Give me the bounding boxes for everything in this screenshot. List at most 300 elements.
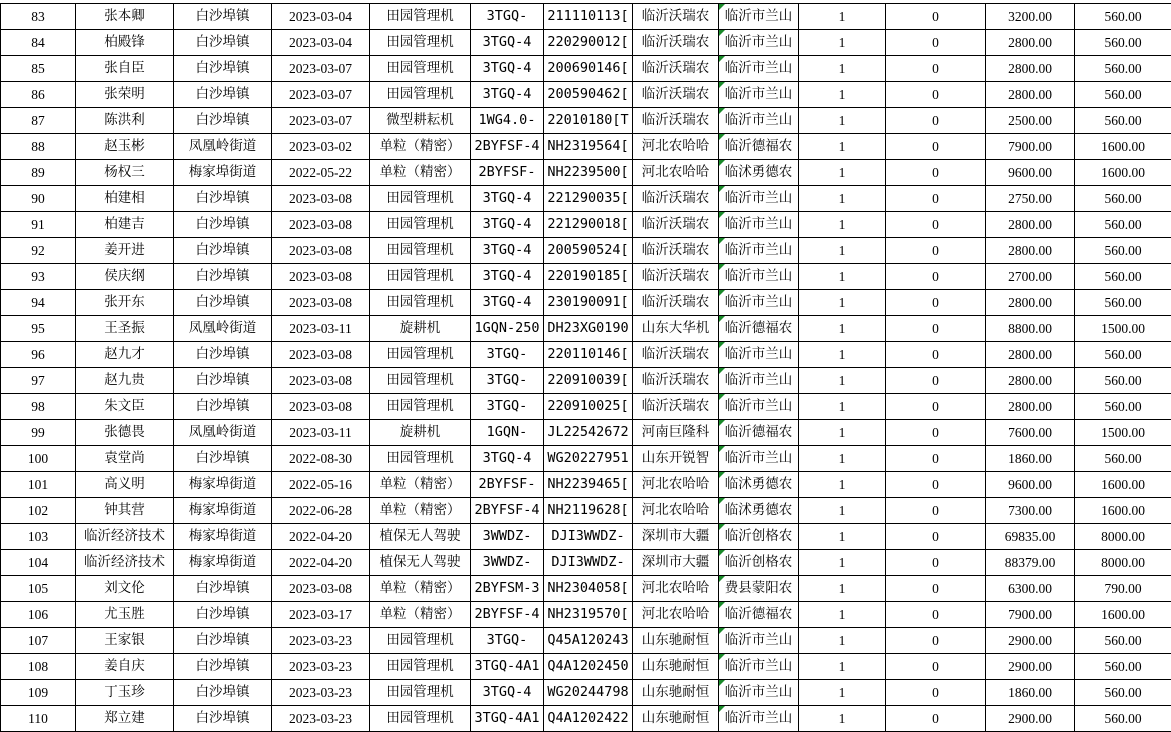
cell-quantity[interactable]: 1 (799, 56, 886, 82)
cell-name[interactable]: 临沂经济技术 (76, 550, 174, 576)
cell-manufacturer[interactable]: 山东驰耐恒 (633, 654, 719, 680)
cell-category[interactable]: 单粒（精密） (370, 472, 471, 498)
cell-model[interactable]: 3TGQ-4 (471, 56, 544, 82)
cell-dealer[interactable]: 临沂市兰山 (719, 4, 799, 30)
cell-price[interactable]: 2900.00 (986, 654, 1075, 680)
cell-model[interactable]: 3TGQ-4 (471, 186, 544, 212)
cell-name[interactable]: 丁玉珍 (76, 680, 174, 706)
cell-dealer[interactable]: 临沂市兰山 (719, 264, 799, 290)
cell-price[interactable]: 69835.00 (986, 524, 1075, 550)
cell-serial[interactable]: JL22542672 (544, 420, 633, 446)
cell-serial[interactable]: NH2304058[ (544, 576, 633, 602)
cell-subsidy[interactable]: 1600.00 (1075, 134, 1171, 160)
cell-date[interactable]: 2023-03-08 (272, 212, 370, 238)
cell-town[interactable]: 白沙埠镇 (174, 576, 272, 602)
cell-index[interactable]: 94 (1, 290, 76, 316)
cell-index[interactable]: 104 (1, 550, 76, 576)
cell-manufacturer[interactable]: 临沂沃瑞农 (633, 4, 719, 30)
cell-manufacturer[interactable]: 临沂沃瑞农 (633, 290, 719, 316)
cell-index[interactable]: 87 (1, 108, 76, 134)
cell-dealer[interactable]: 临沂德福农 (719, 316, 799, 342)
cell-subsidy[interactable]: 560.00 (1075, 342, 1171, 368)
cell-manufacturer[interactable]: 临沂沃瑞农 (633, 342, 719, 368)
cell-town[interactable]: 凤凰岭街道 (174, 134, 272, 160)
cell-quantity[interactable]: 1 (799, 394, 886, 420)
cell-index[interactable]: 86 (1, 82, 76, 108)
cell-quantity[interactable]: 1 (799, 368, 886, 394)
cell-index[interactable]: 95 (1, 316, 76, 342)
cell-subsidy[interactable]: 790.00 (1075, 576, 1171, 602)
cell-category[interactable]: 单粒（精密） (370, 602, 471, 628)
cell-category[interactable]: 田园管理机 (370, 30, 471, 56)
cell-category[interactable]: 田园管理机 (370, 654, 471, 680)
cell-subsidy[interactable]: 1500.00 (1075, 316, 1171, 342)
cell-quantity[interactable]: 1 (799, 524, 886, 550)
cell-index[interactable]: 97 (1, 368, 76, 394)
cell-manufacturer[interactable]: 河南巨隆科 (633, 420, 719, 446)
cell-model[interactable]: 3TGQ-4A1 (471, 706, 544, 732)
cell-serial[interactable]: NH2119628[ (544, 498, 633, 524)
cell-quantity[interactable]: 1 (799, 420, 886, 446)
cell-index[interactable]: 107 (1, 628, 76, 654)
cell-category[interactable]: 田园管理机 (370, 394, 471, 420)
cell-serial[interactable]: NH2319564[ (544, 134, 633, 160)
cell-subsidy[interactable]: 1600.00 (1075, 160, 1171, 186)
cell-subsidy[interactable]: 560.00 (1075, 56, 1171, 82)
cell-price[interactable]: 7600.00 (986, 420, 1075, 446)
cell-name[interactable]: 张荣明 (76, 82, 174, 108)
cell-index[interactable]: 108 (1, 654, 76, 680)
cell-name[interactable]: 张开东 (76, 290, 174, 316)
cell-town[interactable]: 白沙埠镇 (174, 238, 272, 264)
cell-serial[interactable]: 220190185[ (544, 264, 633, 290)
cell-serial[interactable]: NH2239500[ (544, 160, 633, 186)
cell-index[interactable]: 102 (1, 498, 76, 524)
cell-dealer[interactable]: 临沂市兰山 (719, 290, 799, 316)
cell-town[interactable]: 白沙埠镇 (174, 264, 272, 290)
cell-manufacturer[interactable]: 临沂沃瑞农 (633, 30, 719, 56)
cell-subsidy[interactable]: 560.00 (1075, 108, 1171, 134)
cell-quantity[interactable]: 1 (799, 30, 886, 56)
cell-town[interactable]: 梅家埠街道 (174, 524, 272, 550)
cell-quantity[interactable]: 1 (799, 108, 886, 134)
cell-name[interactable]: 赵九才 (76, 342, 174, 368)
cell-index[interactable]: 100 (1, 446, 76, 472)
cell-subsidy[interactable]: 560.00 (1075, 680, 1171, 706)
cell-manufacturer[interactable]: 河北农哈哈 (633, 602, 719, 628)
cell-price[interactable]: 2800.00 (986, 56, 1075, 82)
cell-manufacturer[interactable]: 山东驰耐恒 (633, 628, 719, 654)
cell-zero[interactable]: 0 (886, 420, 986, 446)
cell-serial[interactable]: WG20227951 (544, 446, 633, 472)
cell-model[interactable]: 3TGQ-4 (471, 680, 544, 706)
cell-quantity[interactable]: 1 (799, 342, 886, 368)
cell-town[interactable]: 白沙埠镇 (174, 82, 272, 108)
cell-manufacturer[interactable]: 临沂沃瑞农 (633, 394, 719, 420)
cell-category[interactable]: 单粒（精密） (370, 134, 471, 160)
cell-index[interactable]: 110 (1, 706, 76, 732)
cell-serial[interactable]: 200590524[ (544, 238, 633, 264)
cell-name[interactable]: 柏殿锋 (76, 30, 174, 56)
cell-category[interactable]: 田园管理机 (370, 264, 471, 290)
cell-model[interactable]: 3TGQ-4 (471, 82, 544, 108)
cell-manufacturer[interactable]: 山东大华机 (633, 316, 719, 342)
cell-quantity[interactable]: 1 (799, 654, 886, 680)
cell-name[interactable]: 张本卿 (76, 4, 174, 30)
cell-zero[interactable]: 0 (886, 30, 986, 56)
cell-model[interactable]: 3TGQ-4 (471, 212, 544, 238)
cell-date[interactable]: 2023-03-08 (272, 342, 370, 368)
cell-quantity[interactable]: 1 (799, 706, 886, 732)
cell-name[interactable]: 姜自庆 (76, 654, 174, 680)
cell-price[interactable]: 9600.00 (986, 472, 1075, 498)
cell-price[interactable]: 7900.00 (986, 602, 1075, 628)
cell-name[interactable]: 尤玉胜 (76, 602, 174, 628)
cell-category[interactable]: 田园管理机 (370, 186, 471, 212)
cell-price[interactable]: 2800.00 (986, 82, 1075, 108)
cell-date[interactable]: 2023-03-23 (272, 706, 370, 732)
cell-town[interactable]: 梅家埠街道 (174, 472, 272, 498)
cell-town[interactable]: 白沙埠镇 (174, 654, 272, 680)
cell-manufacturer[interactable]: 河北农哈哈 (633, 472, 719, 498)
cell-model[interactable]: 3WWDZ- (471, 550, 544, 576)
cell-zero[interactable]: 0 (886, 368, 986, 394)
cell-town[interactable]: 白沙埠镇 (174, 342, 272, 368)
cell-serial[interactable]: 220910039[ (544, 368, 633, 394)
cell-quantity[interactable]: 1 (799, 4, 886, 30)
cell-subsidy[interactable]: 560.00 (1075, 4, 1171, 30)
cell-model[interactable]: 3TGQ- (471, 368, 544, 394)
cell-serial[interactable]: NH2319570[ (544, 602, 633, 628)
cell-serial[interactable]: Q4A1202422 (544, 706, 633, 732)
cell-dealer[interactable]: 临沂市兰山 (719, 680, 799, 706)
cell-index[interactable]: 101 (1, 472, 76, 498)
cell-category[interactable]: 田园管理机 (370, 212, 471, 238)
cell-zero[interactable]: 0 (886, 602, 986, 628)
cell-date[interactable]: 2023-03-08 (272, 238, 370, 264)
cell-price[interactable]: 7900.00 (986, 134, 1075, 160)
cell-quantity[interactable]: 1 (799, 82, 886, 108)
cell-date[interactable]: 2022-05-16 (272, 472, 370, 498)
cell-zero[interactable]: 0 (886, 446, 986, 472)
cell-name[interactable]: 临沂经济技术 (76, 524, 174, 550)
cell-quantity[interactable]: 1 (799, 134, 886, 160)
cell-date[interactable]: 2023-03-07 (272, 108, 370, 134)
cell-date[interactable]: 2023-03-08 (272, 186, 370, 212)
cell-zero[interactable]: 0 (886, 264, 986, 290)
cell-name[interactable]: 赵玉彬 (76, 134, 174, 160)
cell-category[interactable]: 田园管理机 (370, 368, 471, 394)
cell-subsidy[interactable]: 1600.00 (1075, 472, 1171, 498)
cell-name[interactable]: 钟其营 (76, 498, 174, 524)
cell-town[interactable]: 梅家埠街道 (174, 160, 272, 186)
cell-zero[interactable]: 0 (886, 160, 986, 186)
cell-serial[interactable]: NH2239465[ (544, 472, 633, 498)
cell-subsidy[interactable]: 560.00 (1075, 628, 1171, 654)
cell-name[interactable]: 郑立建 (76, 706, 174, 732)
cell-model[interactable]: 3TGQ-4 (471, 446, 544, 472)
cell-date[interactable]: 2023-03-08 (272, 264, 370, 290)
cell-index[interactable]: 105 (1, 576, 76, 602)
cell-serial[interactable]: 221290035[ (544, 186, 633, 212)
cell-manufacturer[interactable]: 河北农哈哈 (633, 576, 719, 602)
cell-manufacturer[interactable]: 河北农哈哈 (633, 498, 719, 524)
cell-dealer[interactable]: 临沂市兰山 (719, 628, 799, 654)
cell-manufacturer[interactable]: 临沂沃瑞农 (633, 238, 719, 264)
cell-price[interactable]: 2800.00 (986, 30, 1075, 56)
cell-town[interactable]: 白沙埠镇 (174, 290, 272, 316)
cell-zero[interactable]: 0 (886, 238, 986, 264)
cell-zero[interactable]: 0 (886, 472, 986, 498)
cell-subsidy[interactable]: 1500.00 (1075, 420, 1171, 446)
cell-dealer[interactable]: 临沭勇德农 (719, 160, 799, 186)
cell-serial[interactable]: Q4A1202450 (544, 654, 633, 680)
cell-serial[interactable]: 220290012[ (544, 30, 633, 56)
cell-quantity[interactable]: 1 (799, 550, 886, 576)
cell-index[interactable]: 85 (1, 56, 76, 82)
cell-town[interactable]: 白沙埠镇 (174, 394, 272, 420)
cell-price[interactable]: 1860.00 (986, 680, 1075, 706)
cell-index[interactable]: 90 (1, 186, 76, 212)
cell-manufacturer[interactable]: 山东开锐智 (633, 446, 719, 472)
cell-category[interactable]: 单粒（精密） (370, 160, 471, 186)
cell-model[interactable]: 3TGQ- (471, 342, 544, 368)
cell-zero[interactable]: 0 (886, 316, 986, 342)
cell-category[interactable]: 旋耕机 (370, 316, 471, 342)
cell-category[interactable]: 田园管理机 (370, 56, 471, 82)
cell-town[interactable]: 白沙埠镇 (174, 368, 272, 394)
cell-date[interactable]: 2023-03-04 (272, 4, 370, 30)
cell-dealer[interactable]: 临沂市兰山 (719, 212, 799, 238)
cell-dealer[interactable]: 临沂市兰山 (719, 368, 799, 394)
cell-date[interactable]: 2022-08-30 (272, 446, 370, 472)
cell-manufacturer[interactable]: 深圳市大疆 (633, 550, 719, 576)
cell-category[interactable]: 田园管理机 (370, 342, 471, 368)
cell-quantity[interactable]: 1 (799, 446, 886, 472)
cell-quantity[interactable]: 1 (799, 186, 886, 212)
cell-subsidy[interactable]: 560.00 (1075, 290, 1171, 316)
cell-date[interactable]: 2023-03-11 (272, 316, 370, 342)
cell-name[interactable]: 柏建相 (76, 186, 174, 212)
cell-price[interactable]: 1860.00 (986, 446, 1075, 472)
cell-zero[interactable]: 0 (886, 394, 986, 420)
cell-date[interactable]: 2023-03-23 (272, 680, 370, 706)
cell-quantity[interactable]: 1 (799, 680, 886, 706)
cell-subsidy[interactable]: 560.00 (1075, 30, 1171, 56)
cell-zero[interactable]: 0 (886, 654, 986, 680)
cell-date[interactable]: 2023-03-23 (272, 654, 370, 680)
cell-model[interactable]: 3TGQ-4 (471, 290, 544, 316)
cell-price[interactable]: 88379.00 (986, 550, 1075, 576)
cell-zero[interactable]: 0 (886, 56, 986, 82)
cell-dealer[interactable]: 临沂创格农 (719, 550, 799, 576)
cell-date[interactable]: 2022-05-22 (272, 160, 370, 186)
cell-date[interactable]: 2023-03-23 (272, 628, 370, 654)
cell-subsidy[interactable]: 8000.00 (1075, 524, 1171, 550)
cell-dealer[interactable]: 临沂市兰山 (719, 108, 799, 134)
cell-dealer[interactable]: 临沂创格农 (719, 524, 799, 550)
cell-manufacturer[interactable]: 山东驰耐恒 (633, 706, 719, 732)
cell-model[interactable]: 3TGQ-4 (471, 264, 544, 290)
cell-date[interactable]: 2023-03-17 (272, 602, 370, 628)
cell-dealer[interactable]: 临沭勇德农 (719, 498, 799, 524)
cell-model[interactable]: 3TGQ-4 (471, 30, 544, 56)
cell-subsidy[interactable]: 560.00 (1075, 264, 1171, 290)
cell-price[interactable]: 2750.00 (986, 186, 1075, 212)
cell-manufacturer[interactable]: 临沂沃瑞农 (633, 82, 719, 108)
cell-dealer[interactable]: 费县蒙阳农 (719, 576, 799, 602)
cell-price[interactable]: 2800.00 (986, 342, 1075, 368)
cell-town[interactable]: 白沙埠镇 (174, 4, 272, 30)
cell-subsidy[interactable]: 560.00 (1075, 238, 1171, 264)
cell-dealer[interactable]: 临沂市兰山 (719, 654, 799, 680)
cell-model[interactable]: 2BYFSF-4 (471, 134, 544, 160)
cell-category[interactable]: 田园管理机 (370, 238, 471, 264)
cell-quantity[interactable]: 1 (799, 498, 886, 524)
cell-dealer[interactable]: 临沭勇德农 (719, 472, 799, 498)
cell-name[interactable]: 张自臣 (76, 56, 174, 82)
cell-town[interactable]: 白沙埠镇 (174, 602, 272, 628)
cell-index[interactable]: 103 (1, 524, 76, 550)
cell-category[interactable]: 田园管理机 (370, 446, 471, 472)
cell-category[interactable]: 田园管理机 (370, 706, 471, 732)
cell-date[interactable]: 2023-03-08 (272, 394, 370, 420)
cell-serial[interactable]: 22010180[T (544, 108, 633, 134)
cell-subsidy[interactable]: 560.00 (1075, 82, 1171, 108)
cell-subsidy[interactable]: 8000.00 (1075, 550, 1171, 576)
cell-zero[interactable]: 0 (886, 4, 986, 30)
cell-model[interactable]: 2BYFSF-4 (471, 498, 544, 524)
cell-price[interactable]: 2700.00 (986, 264, 1075, 290)
cell-zero[interactable]: 0 (886, 550, 986, 576)
cell-model[interactable]: 2BYFSF- (471, 160, 544, 186)
cell-serial[interactable]: 200590462[ (544, 82, 633, 108)
cell-zero[interactable]: 0 (886, 576, 986, 602)
cell-model[interactable]: 3TGQ-4 (471, 238, 544, 264)
cell-serial[interactable]: 200690146[ (544, 56, 633, 82)
cell-index[interactable]: 92 (1, 238, 76, 264)
cell-model[interactable]: 2BYFSM-3 (471, 576, 544, 602)
cell-date[interactable]: 2022-04-20 (272, 550, 370, 576)
cell-category[interactable]: 田园管理机 (370, 628, 471, 654)
cell-name[interactable]: 杨权三 (76, 160, 174, 186)
cell-name[interactable]: 赵九贵 (76, 368, 174, 394)
cell-town[interactable]: 白沙埠镇 (174, 680, 272, 706)
cell-manufacturer[interactable]: 临沂沃瑞农 (633, 56, 719, 82)
cell-town[interactable]: 白沙埠镇 (174, 628, 272, 654)
cell-quantity[interactable]: 1 (799, 212, 886, 238)
cell-model[interactable]: 3TGQ-4A1 (471, 654, 544, 680)
cell-price[interactable]: 8800.00 (986, 316, 1075, 342)
cell-zero[interactable]: 0 (886, 212, 986, 238)
cell-subsidy[interactable]: 560.00 (1075, 394, 1171, 420)
cell-model[interactable]: 2BYFSF-4 (471, 602, 544, 628)
cell-serial[interactable]: 220110146[ (544, 342, 633, 368)
cell-price[interactable]: 9600.00 (986, 160, 1075, 186)
cell-model[interactable]: 3TGQ- (471, 394, 544, 420)
cell-name[interactable]: 王圣振 (76, 316, 174, 342)
cell-dealer[interactable]: 临沂市兰山 (719, 186, 799, 212)
cell-model[interactable]: 3TGQ- (471, 628, 544, 654)
cell-price[interactable]: 2800.00 (986, 238, 1075, 264)
cell-zero[interactable]: 0 (886, 134, 986, 160)
cell-name[interactable]: 袁堂尚 (76, 446, 174, 472)
cell-category[interactable]: 微型耕耘机 (370, 108, 471, 134)
cell-quantity[interactable]: 1 (799, 290, 886, 316)
cell-dealer[interactable]: 临沂德福农 (719, 134, 799, 160)
cell-category[interactable]: 旋耕机 (370, 420, 471, 446)
cell-town[interactable]: 白沙埠镇 (174, 212, 272, 238)
cell-zero[interactable]: 0 (886, 628, 986, 654)
cell-dealer[interactable]: 临沂市兰山 (719, 446, 799, 472)
cell-manufacturer[interactable]: 河北农哈哈 (633, 160, 719, 186)
cell-price[interactable]: 2800.00 (986, 290, 1075, 316)
cell-price[interactable]: 2800.00 (986, 212, 1075, 238)
cell-date[interactable]: 2023-03-08 (272, 368, 370, 394)
cell-manufacturer[interactable]: 临沂沃瑞农 (633, 264, 719, 290)
cell-town[interactable]: 白沙埠镇 (174, 108, 272, 134)
cell-date[interactable]: 2023-03-02 (272, 134, 370, 160)
cell-model[interactable]: 2BYFSF- (471, 472, 544, 498)
cell-index[interactable]: 106 (1, 602, 76, 628)
cell-dealer[interactable]: 临沂德福农 (719, 602, 799, 628)
cell-town[interactable]: 凤凰岭街道 (174, 316, 272, 342)
cell-manufacturer[interactable]: 深圳市大疆 (633, 524, 719, 550)
cell-manufacturer[interactable]: 山东驰耐恒 (633, 680, 719, 706)
cell-serial[interactable]: WG20244798 (544, 680, 633, 706)
cell-serial[interactable]: Q45A120243 (544, 628, 633, 654)
cell-subsidy[interactable]: 560.00 (1075, 368, 1171, 394)
cell-index[interactable]: 83 (1, 4, 76, 30)
cell-quantity[interactable]: 1 (799, 602, 886, 628)
cell-price[interactable]: 2800.00 (986, 368, 1075, 394)
cell-category[interactable]: 田园管理机 (370, 82, 471, 108)
cell-zero[interactable]: 0 (886, 108, 986, 134)
cell-town[interactable]: 凤凰岭街道 (174, 420, 272, 446)
cell-date[interactable]: 2023-03-08 (272, 576, 370, 602)
cell-index[interactable]: 84 (1, 30, 76, 56)
cell-dealer[interactable]: 临沂市兰山 (719, 56, 799, 82)
cell-model[interactable]: 3TGQ- (471, 4, 544, 30)
cell-town[interactable]: 白沙埠镇 (174, 186, 272, 212)
cell-category[interactable]: 单粒（精密） (370, 576, 471, 602)
cell-town[interactable]: 梅家埠街道 (174, 550, 272, 576)
cell-serial[interactable]: 221290018[ (544, 212, 633, 238)
cell-date[interactable]: 2023-03-11 (272, 420, 370, 446)
cell-category[interactable]: 田园管理机 (370, 680, 471, 706)
cell-price[interactable]: 2500.00 (986, 108, 1075, 134)
cell-zero[interactable]: 0 (886, 186, 986, 212)
cell-quantity[interactable]: 1 (799, 628, 886, 654)
cell-dealer[interactable]: 临沂市兰山 (719, 706, 799, 732)
cell-index[interactable]: 96 (1, 342, 76, 368)
cell-manufacturer[interactable]: 临沂沃瑞农 (633, 186, 719, 212)
cell-category[interactable]: 单粒（精密） (370, 498, 471, 524)
cell-price[interactable]: 7300.00 (986, 498, 1075, 524)
cell-town[interactable]: 白沙埠镇 (174, 446, 272, 472)
cell-dealer[interactable]: 临沂市兰山 (719, 342, 799, 368)
cell-manufacturer[interactable]: 河北农哈哈 (633, 134, 719, 160)
cell-subsidy[interactable]: 560.00 (1075, 706, 1171, 732)
cell-index[interactable]: 99 (1, 420, 76, 446)
cell-quantity[interactable]: 1 (799, 316, 886, 342)
cell-subsidy[interactable]: 560.00 (1075, 212, 1171, 238)
cell-serial[interactable]: DJI3WWDZ- (544, 524, 633, 550)
cell-zero[interactable]: 0 (886, 680, 986, 706)
cell-serial[interactable]: 230190091[ (544, 290, 633, 316)
cell-date[interactable]: 2022-04-20 (272, 524, 370, 550)
cell-price[interactable]: 3200.00 (986, 4, 1075, 30)
